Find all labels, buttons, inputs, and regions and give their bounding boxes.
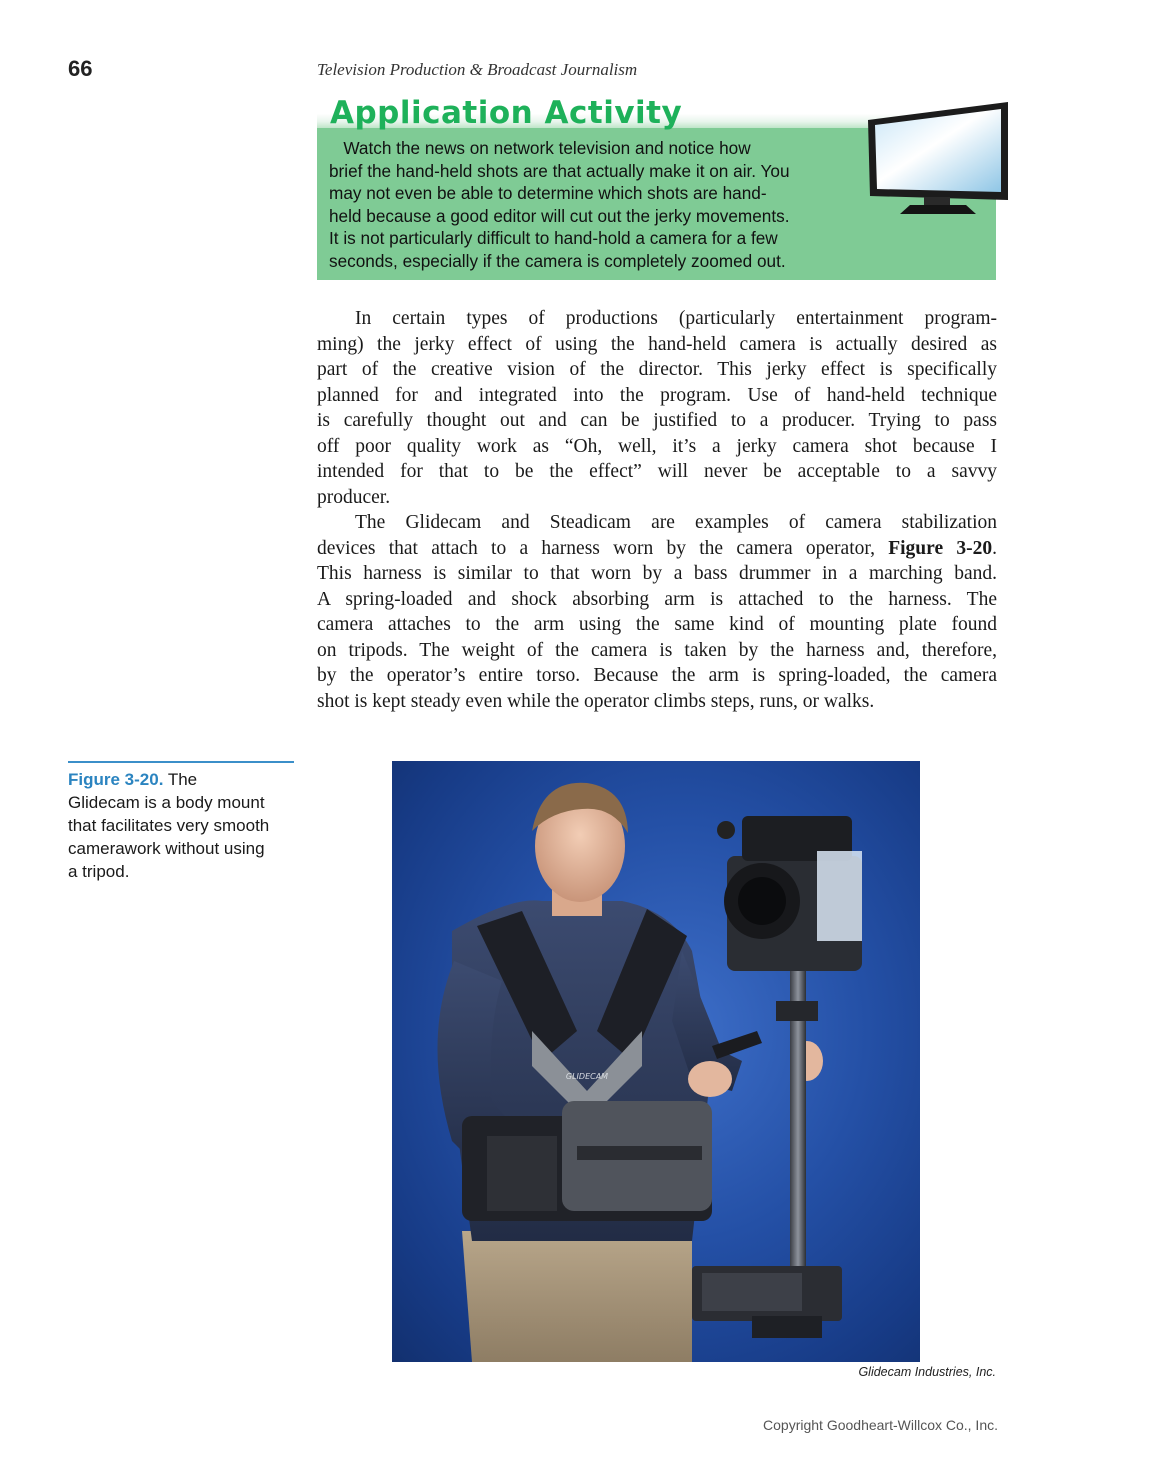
body-text — [317, 306, 997, 714]
activity-line: brief the hand-held shots are that actually make it on air. You — [329, 160, 790, 181]
body-line: producer. — [317, 486, 391, 508]
figure-caption-rule — [68, 761, 294, 763]
figure-reference: Figure 3-20 — [888, 537, 993, 559]
running-head: Television Production & Broadcast Journalism — [317, 60, 638, 79]
body-line: shot is kept steady even while the operator climbs steps, runs, or walks. — [317, 690, 875, 712]
body-line: is carefully thought out and can be justified to a producer. Trying to pass — [317, 410, 997, 431]
glidecam-photo — [392, 761, 920, 1362]
page-number: 66 — [68, 56, 93, 81]
body-line: by the operator’s entire torso. Because the arm is spring-loaded, the camera — [317, 665, 997, 686]
body-line: A spring-loaded and shock absorbing arm is attached to the harness. The — [317, 588, 997, 610]
body-line: ming) the jerky effect of using the hand-held camera is actually desired as — [317, 333, 997, 355]
body-line: planned for and integrated into the program. Use of hand-held technique — [317, 384, 997, 406]
activity-line: held because a good editor will cut out the jerky movements. — [329, 205, 790, 226]
figure-caption-line: Glidecam is a body mount — [68, 793, 265, 812]
activity-body — [329, 137, 869, 272]
body-line-with-figure-ref — [317, 536, 997, 562]
photo-credit: Glidecam Industries, Inc. — [858, 1365, 996, 1379]
figure-caption-line: that facilitates very smooth — [68, 816, 270, 835]
body-text-segment: . — [992, 537, 997, 559]
body-line: on tripods. The weight of the camera is taken by the harness and, therefore, — [317, 639, 997, 661]
figure-caption-text: The — [163, 770, 198, 789]
activity-line: It is not particularly difficult to hand-hold a camera for a few — [329, 228, 778, 248]
figure-caption-line: camerawork without using — [68, 839, 265, 858]
figure-label: Figure 3-20. — [68, 770, 164, 789]
television-icon — [866, 100, 1011, 222]
figure-caption-first-line — [68, 768, 296, 791]
copyright-footer: Copyright Goodheart-Willcox Co., Inc. — [763, 1417, 998, 1433]
activity-line: seconds, especially if the camera is completely zoomed out. — [329, 250, 786, 271]
body-line: In certain types of productions (particularly entertainment program- — [355, 308, 997, 329]
figure-caption-line: a tripod. — [68, 862, 130, 881]
body-line: camera attaches to the arm using the same kind of mounting plate found — [317, 614, 997, 635]
figure-caption — [68, 768, 296, 883]
body-line: This harness is similar to that worn by a bass drummer in a marching band. — [317, 563, 997, 584]
activity-line: may not even be able to determine which shots are hand- — [329, 183, 767, 203]
body-line: part of the creative vision of the director. This jerky effect is specifically — [317, 359, 997, 380]
body-line: The Glidecam and Steadicam are examples of camera stabilization — [355, 512, 997, 533]
body-line: off poor quality work as “Oh, well, it’s a jerky camera shot because I — [317, 435, 997, 457]
body-text-segment: devices that attach to a harness worn by the camera operator, — [317, 537, 889, 559]
body-line: intended for that to be the effect” will never be acceptable to a savvy — [317, 461, 997, 482]
activity-title: Application Activity — [330, 95, 683, 131]
activity-line: Watch the news on network television and notice how — [329, 138, 751, 158]
vest-logo: GLIDECAM — [565, 1072, 609, 1081]
